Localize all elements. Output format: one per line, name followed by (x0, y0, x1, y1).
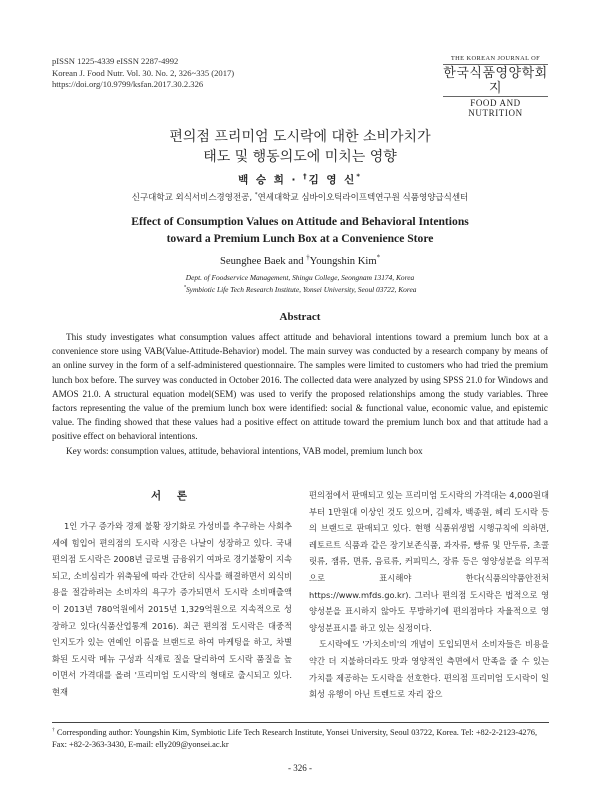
journal-logo (443, 55, 548, 118)
author-2-ko: 김 영 신 (308, 174, 357, 186)
english-authors (0, 256, 600, 267)
affiliation-1-ko: 신구대학교 외식서비스경영전공, (131, 193, 255, 203)
affiliation-mark: * (254, 192, 258, 199)
journal-metadata (52, 56, 234, 91)
page-number: - 326 - (288, 763, 312, 773)
affiliation-mark: * (183, 285, 186, 291)
korean-affiliation (0, 191, 600, 203)
journal-name-en-top: THE KOREAN JOURNAL OF (443, 55, 548, 65)
issn-line: pISSN 1225-4339 eISSN 2287-4992 (52, 56, 179, 66)
affiliation-mark: * (376, 254, 380, 262)
corresponding-mark: † (52, 727, 55, 734)
footnote-text: Corresponding author: Youngshin Kim, Symbiotic Life Tech Research Institute, Yonsei University, Seoul 03722, Korea. Tel: +82-2-2123-4276, Fax: +82-2-363-3430, E-mail: elly209@yonsei.ac.kr (52, 728, 538, 749)
keywords: Key words: consumption values, attitude, behavioral intentions, VAB model, premium lunch box (66, 446, 423, 456)
corresponding-mark: † (306, 254, 310, 262)
author-conjunction: and (285, 256, 307, 267)
affiliation-2-ko: 연세대학교 심바이오틱라이프텍연구원 식품영양급식센터 (257, 193, 469, 203)
doi-link[interactable]: https://doi.org/10.9799/ksfan.2017.30.2.326 (52, 79, 204, 89)
body-paragraph: 도시락에도 '가치소비'의 개념이 도입되면서 소비자들은 비용을 약간 더 지불하더라도 맛과 영양적인 측면에서 만족을 줄 수 있는 가치를 제공하는 도시락을 선호한다. 편의점 프리미엄 도시락이 일회성 유행이 아닌 트렌드로 자리 잡으 (309, 639, 549, 700)
affiliation-2-en: Symbiotic Life Tech Research Institute, Yonsei University, Seoul 03722, Korea (185, 285, 417, 294)
abstract-heading: Abstract (279, 311, 321, 323)
korean-authors (0, 172, 600, 187)
citation-line: Korean J. Food Nutr. Vol. 30. No. 2, 326~335 (2017) (52, 67, 235, 78)
english-title-line-1: Effect of Consumption Values on Attitude and Behavioral Intentions (131, 215, 469, 228)
author-2-en: Youngshin Kim (309, 256, 377, 267)
korean-title-line-1: 편의점 프리미엄 도시락에 대한 소비가치가 (169, 129, 431, 145)
body-right-column (309, 487, 549, 703)
english-affiliation-1: Dept. of Foodservice Management, Shingu College, Seongnam 13174, Korea (185, 273, 415, 282)
corresponding-mark: † (303, 172, 309, 181)
body-left-column: 1인 가구 증가와 경제 불황 장기화로 가성비를 추구하는 사회추세에 힘입어 편의점의 도시락 시장은 나날이 성장하고 있다. 국내 편의점 도시락은 2008년 글로벌 금융위기 여파로 경기불황이 지속되고, 소비심리가 위축됨에 따라 간단히 식사를 해결하면서 외식비용을 절감하려는 소비자의 욕구가 증가되면서 도시락 소비매출액이 2013년 780억원에서 2015년 1,329억원으로 지속적으로 성장하고 있다(식품산업통계 2016). 최근 편의점 도시락은 대중적 인지도가 있는 연예인 이름을 브랜드로 하여 마케팅을 하고, 차별화된 도시락 메뉴 구성과 식재료 질을 달리하여 도시락 품질을 높이면서 가격대를 올려 '프리미엄 도시락'의 형태로 출시되고 있다. 현재 (52, 521, 292, 697)
author-1-en: Seunghee Baek (220, 256, 286, 267)
section-heading-introduction: 서 론 (151, 490, 193, 502)
author-separator: · (285, 174, 304, 186)
author-1-ko: 백 승 희 (238, 174, 286, 186)
footnote-divider (52, 722, 549, 723)
body-paragraph: 편의점에서 판매되고 있는 프리미엄 도시락의 가격대는 4,000원대부터 1만원대 이상인 것도 있으며, 김혜자, 백종원, 혜리 도시락 등의 브랜드로 판매되고 있다. 현행 식품위생법 시행규칙에 의하면, 레토르트 식품과 같은 장기보존식품, 과자류, 빵류 및 만두류, 초콜릿류, 잼류, 면류, 음료류, 커피믹스, 장류 등은 영양성분을 의무적으로 표시해야 한다(식품의약품안전처 https://www.mfds.go.kr). 그러나 편의점 도시락은 법적으로 영양성분을 표시하지 않아도 무방하기에 편의점마다 자율적으로 영양성분표시를 하고 있는 실정이다. (309, 490, 549, 633)
affiliation-mark: * (356, 172, 362, 181)
english-title-line-2: toward a Premium Lunch Box at a Convenience Store (166, 232, 434, 245)
english-affiliation-2 (0, 285, 600, 294)
korean-title-line-2: 태도 및 행동의도에 미치는 영향 (203, 149, 397, 165)
journal-name-en-bottom: FOOD AND NUTRITION (443, 96, 548, 118)
footnote (52, 727, 549, 750)
journal-name-ko: 한국식품영양학회지 (443, 66, 548, 96)
abstract-body: This study investigates what consumption values affect attitude and behavioral intentions toward a premium lunch box at a convenience store using VAB(Value-Attitude-Behavior) model. The main survey was conducted by a research company by means of an online survey in the form of a self-administered questionnaire. The samples were limited to customers who had tried the premium lunch box before. The survey was conducted in October 2016. The collected data were analyzed by using SPSS 21.0 for Windows and AMOS 21.0. A structural equation model(SEM) was used to verify the proposed relationships among the study variables. Three factors representing the value of the premium lunch box were identified: social & functional value, economic value, and epistemic value. The finding showed that these values had a positive effect on attitude toward the premium lunch box and that attitude had a positive effect on behavioral intentions. (52, 332, 548, 442)
